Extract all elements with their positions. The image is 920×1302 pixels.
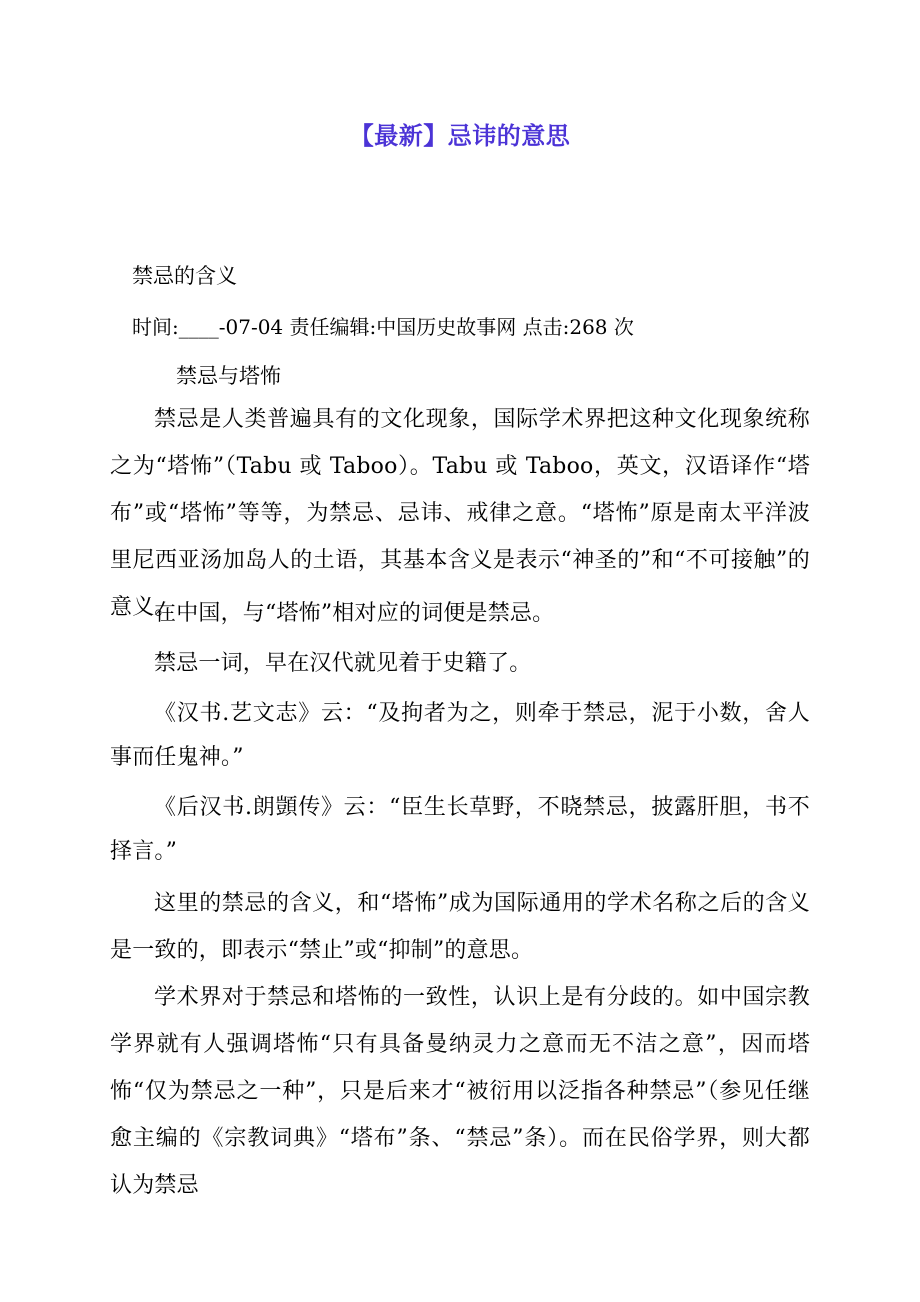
paragraph-7: 学术界对于禁忌和塔怖的一致性，认识上是有分歧的。如中国宗教学界就有人强调塔怖“只有具备曼纳灵力之意而无不洁之意”，因而塔怖“仅为禁忌之一种”，只是后来才“被衍用以泛指各种禁忌”（参见任继愈主编的《宗教词典》“塔布”条、“禁忌”条）。而在民俗学界，则大都认为禁忌	[110, 985, 810, 1198]
paragraph-3: 禁忌一词，早在汉代就见着于史籍了。	[154, 651, 532, 676]
paragraph-2: 在中国，与“塔怖”相对应的词便是禁忌。	[154, 601, 555, 626]
sub-heading: 禁忌与塔怖	[176, 364, 281, 388]
paragraph-6: 这里的禁忌的含义，和“塔怖”成为国际通用的学术名称之后的含义是一致的，即表示“禁止”或“抑制”的意思。	[110, 891, 810, 963]
document-title: 【最新】忌讳的意思	[349, 121, 571, 150]
section-heading: 禁忌的含义	[132, 264, 237, 288]
paragraph-4: 《汉书.艺文志》云：“及拘者为之，则牵于禁忌，泥于小数，舍人事而任鬼神。”	[110, 701, 810, 770]
paragraph-1: 禁忌是人类普遍具有的文化现象，国际学术界把这种文化现象统称之为“塔怖”（Tabu 或 Taboo）。Tabu 或 Taboo，英文，汉语译作“塔布”或“塔怖”等等，为禁忌、忌讳、戒律之意。“塔怖”原是南太平洋波里尼西亚汤加岛人的土语，其基本含义是表示“神圣的”和“不可接触”的意义。	[110, 407, 810, 620]
paragraph-5: 《后汉书.朗顗传》云：“臣生长草野，不晓禁忌，披露肝胆，书不择言。”	[110, 795, 810, 864]
meta-line: 时间:____-07-04 责任编辑:中国历史故事网 点击:268 次	[132, 315, 634, 339]
